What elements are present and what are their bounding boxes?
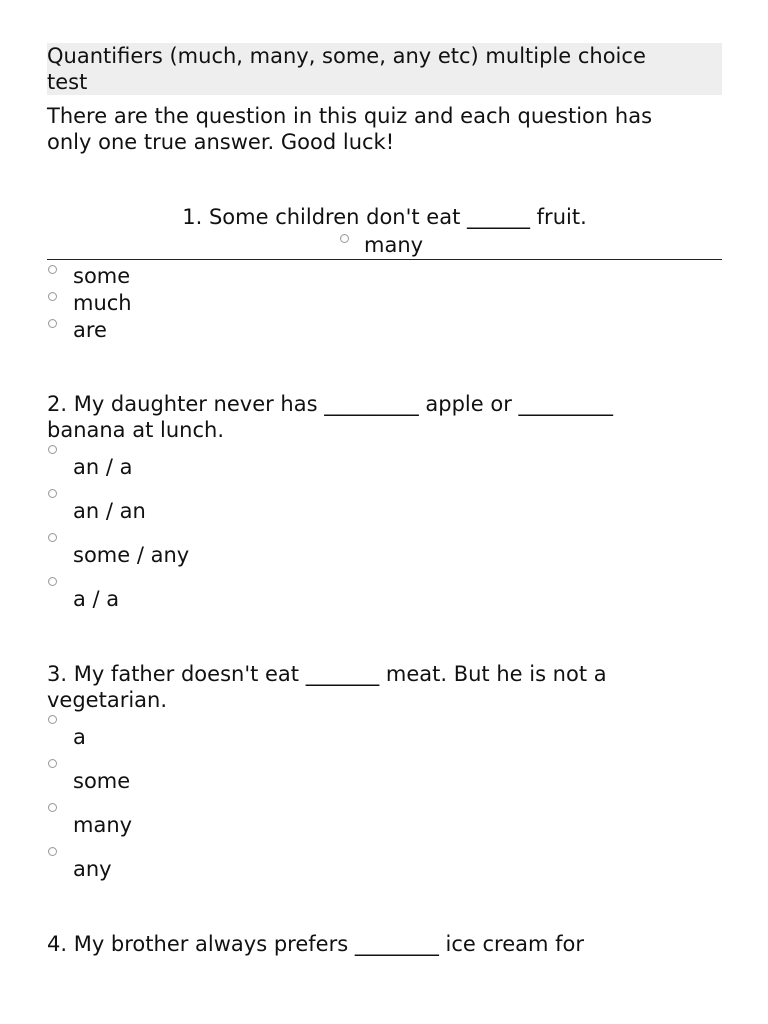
question-2-option-3[interactable] — [47, 531, 722, 575]
question-4-text-line-1: 4. My brother always prefers ________ ice cream for — [47, 932, 584, 956]
option-label: a / a — [73, 587, 120, 611]
quiz-title-line-1: Quantifiers (much, many, some, any etc) multiple choice — [47, 44, 646, 68]
radio-button[interactable] — [48, 319, 57, 328]
option-label: any — [73, 857, 112, 881]
question-3-option-1[interactable] — [47, 713, 722, 757]
quiz-title-line-2: test — [47, 70, 88, 94]
option-label: an / a — [73, 455, 133, 479]
question-3-text-line-2: vegetarian. — [47, 688, 168, 712]
question-3-option-3[interactable] — [47, 801, 722, 845]
option-label: some — [73, 769, 131, 793]
option-label: many — [73, 813, 133, 837]
quiz-intro-line-2: only one true answer. Good luck! — [47, 130, 395, 154]
radio-button[interactable] — [48, 489, 57, 498]
radio-button[interactable] — [48, 715, 57, 724]
question-3-option-2[interactable] — [47, 757, 722, 801]
question-2-option-1[interactable] — [47, 443, 722, 487]
question-1-option-1[interactable] — [47, 230, 722, 260]
question-2 — [47, 391, 722, 619]
option-label: an / an — [73, 499, 146, 523]
quiz-page — [47, 43, 722, 956]
radio-button[interactable] — [48, 533, 57, 542]
quiz-intro — [47, 103, 722, 155]
question-3-text-line-1: 3. My father doesn't eat _______ meat. But he is not a — [47, 662, 607, 686]
question-2-option-4[interactable] — [47, 575, 722, 619]
radio-button[interactable] — [48, 445, 57, 454]
radio-button[interactable] — [48, 265, 57, 274]
option-label: some / any — [73, 543, 190, 567]
radio-button[interactable] — [48, 803, 57, 812]
question-2-text-line-1: 2. My daughter never has _________ apple or _________ — [47, 392, 614, 416]
radio-button[interactable] — [48, 577, 57, 586]
question-1-option-4[interactable] — [47, 316, 722, 343]
question-3-option-4[interactable] — [47, 845, 722, 889]
option-label: many — [364, 233, 424, 257]
radio-button[interactable] — [48, 847, 57, 856]
quiz-title — [47, 43, 722, 95]
option-label: some — [73, 264, 131, 288]
question-3 — [47, 661, 722, 889]
option-label: much — [73, 291, 132, 315]
option-label: are — [73, 318, 107, 342]
question-1-text: 1. Some children don't eat ______ fruit. — [182, 205, 587, 229]
question-2-text-line-2: banana at lunch. — [47, 418, 224, 442]
question-4-text — [47, 931, 707, 957]
question-1-option-3[interactable] — [47, 289, 722, 316]
question-3-text — [47, 661, 707, 713]
option-label: a — [73, 725, 86, 749]
radio-button[interactable] — [340, 234, 349, 243]
radio-button[interactable] — [48, 292, 57, 301]
question-1 — [47, 204, 722, 343]
question-4 — [47, 931, 722, 957]
question-2-text — [47, 391, 707, 443]
quiz-intro-line-1: There are the question in this quiz and each question has — [47, 104, 653, 128]
question-2-option-2[interactable] — [47, 487, 722, 531]
radio-button[interactable] — [48, 759, 57, 768]
question-1-option-2[interactable] — [47, 262, 722, 289]
